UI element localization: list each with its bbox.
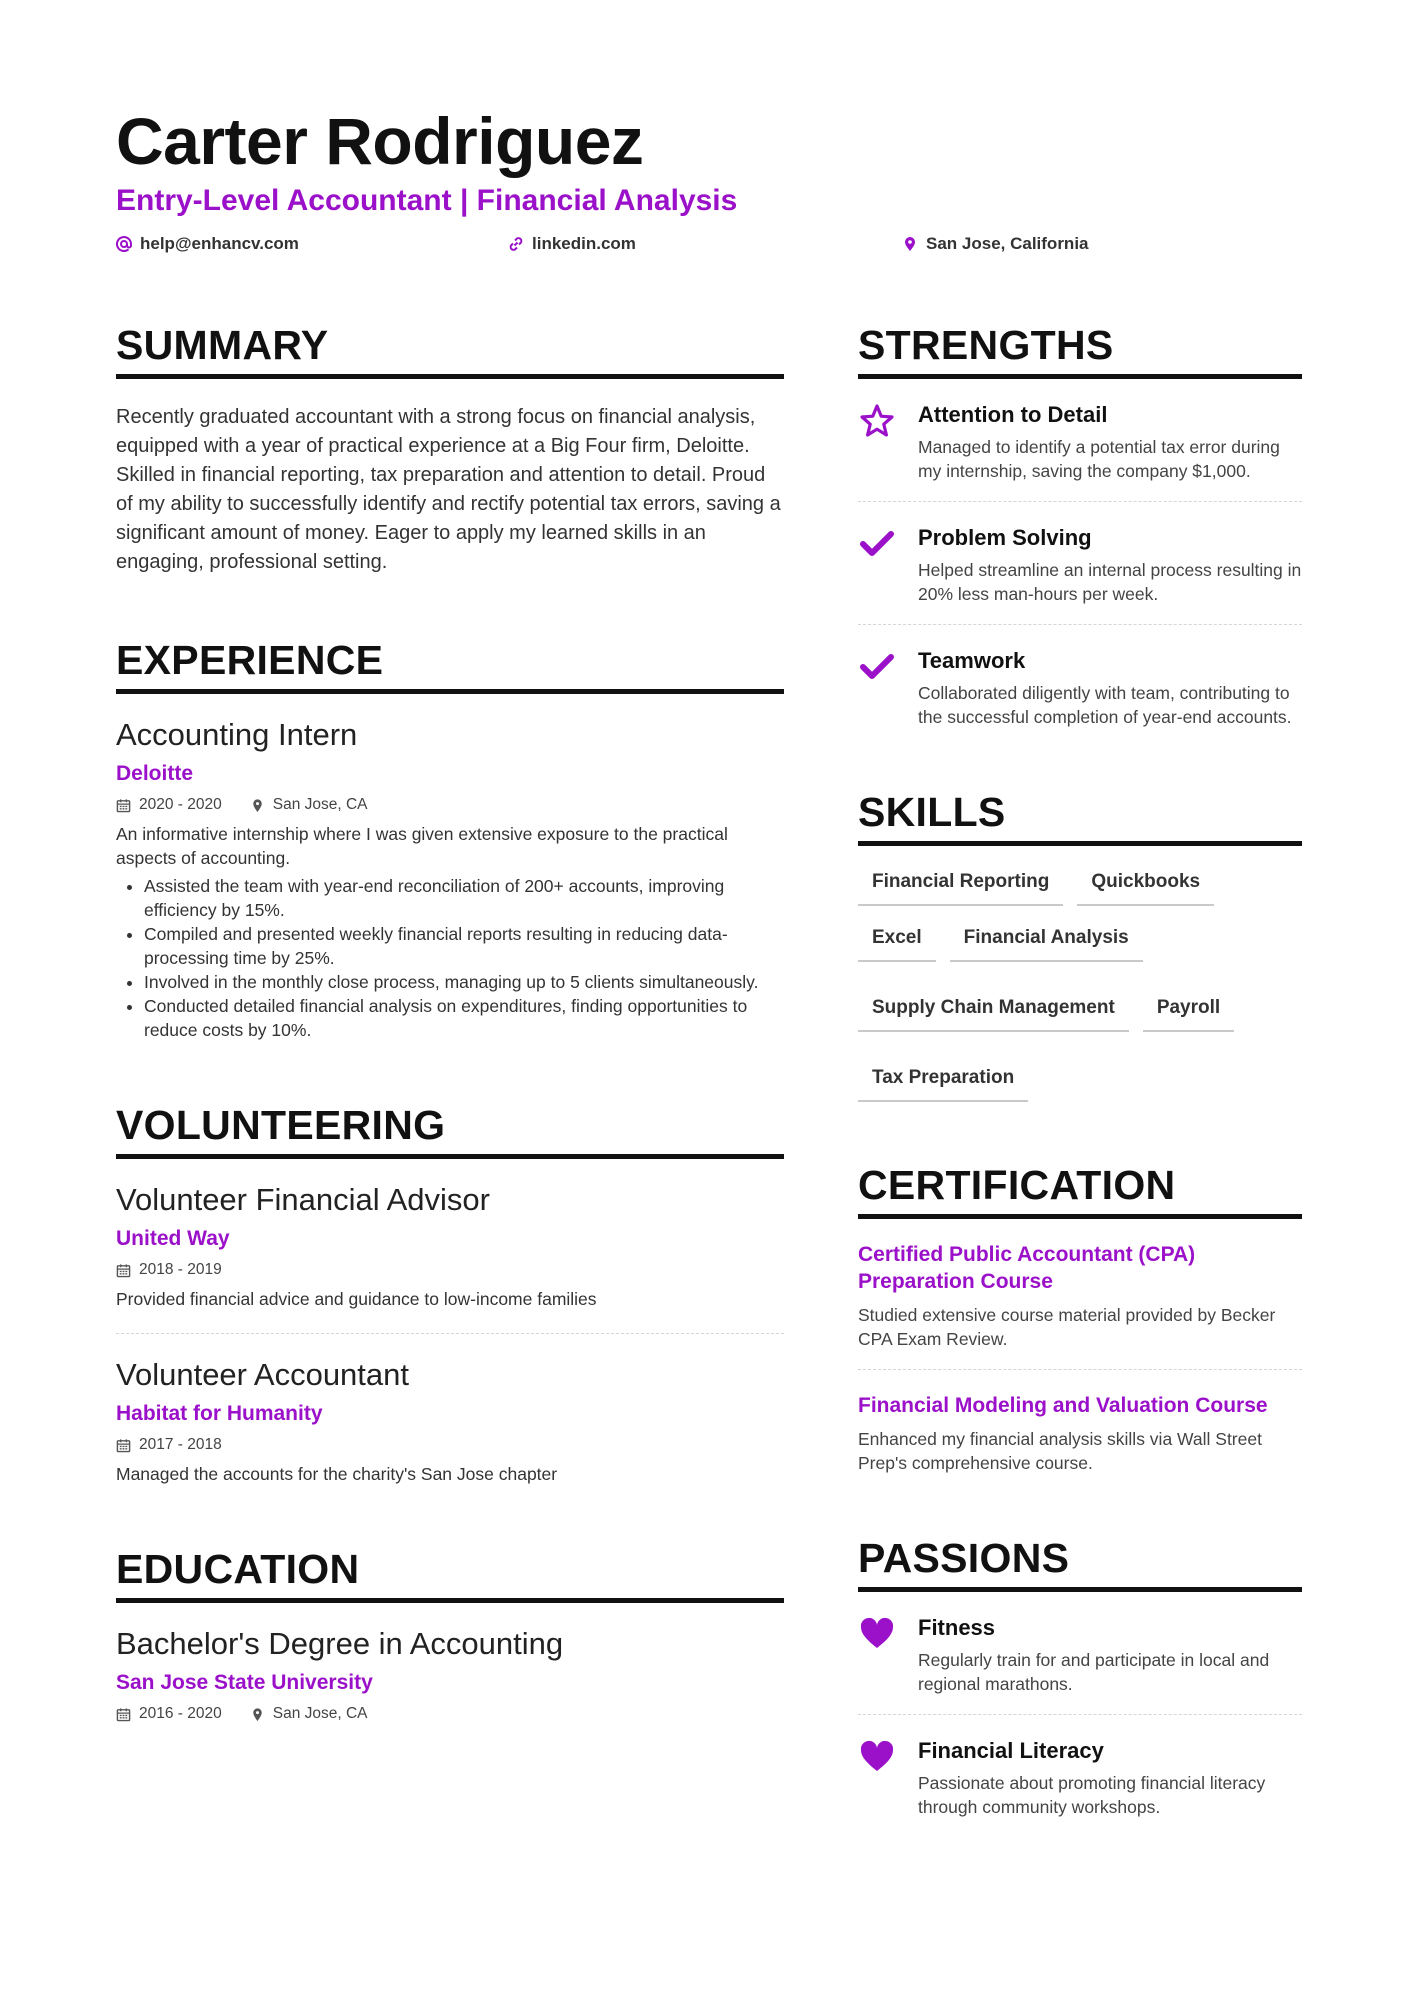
passion-description: Passionate about promoting financial literacy through community workshops. (918, 1773, 1266, 1817)
volunteering-role: Volunteer Accountant (116, 1357, 410, 1392)
calendar-icon (116, 798, 131, 813)
education-degree: Bachelor's Degree in Accounting (116, 1626, 564, 1661)
experience-section (116, 635, 784, 1042)
experience-bullet: • Compiled and presented weekly financial reports resulting in reducing data-processing time by 25%. (144, 922, 784, 970)
linkedin-text: linkedin.com (532, 234, 636, 253)
strength-item (858, 502, 1302, 606)
experience-bullet: • Conducted detailed financial analysis on expenditures, finding opportunities to reduce costs by 10%. (144, 994, 784, 1042)
volunteering-description: Provided financial advice and guidance to low-income families (116, 1289, 597, 1309)
heart-icon (859, 1616, 895, 1652)
map-pin-icon (250, 1707, 265, 1722)
experience-role: Accounting Intern (116, 717, 358, 752)
education-dates: 2016 - 2020 (139, 1705, 222, 1722)
star-icon (859, 403, 895, 439)
skill-tag: Tax Preparation (858, 1060, 1028, 1102)
passion-name: Financial Literacy (918, 1738, 1104, 1763)
education-section (116, 1544, 784, 1725)
right-column (858, 320, 1302, 1877)
certification-heading: CERTIFICATION (858, 1160, 1302, 1219)
experience-description: An informative internship where I was given extensive exposure to the practical aspects of accounting. (116, 824, 728, 868)
volunteering-section (116, 1100, 784, 1486)
at-icon (116, 236, 132, 252)
contact-bar (116, 234, 1296, 264)
calendar-icon (116, 1263, 131, 1278)
volunteering-item (116, 1356, 784, 1486)
strength-description: Managed to identify a potential tax error during my internship, saving the company $1,000. (918, 437, 1280, 481)
heart-icon (859, 1739, 895, 1775)
volunteering-org: United Way (116, 1227, 230, 1250)
experience-bullet: • Involved in the monthly close process, managing up to 5 clients simultaneously. (144, 970, 784, 994)
certification-section (858, 1160, 1302, 1475)
summary-heading: SUMMARY (116, 320, 784, 379)
map-pin-icon (250, 798, 265, 813)
strengths-heading: STRENGTHS (858, 320, 1302, 379)
volunteering-meta (116, 1434, 784, 1456)
education-item (116, 1625, 784, 1725)
certification-item (858, 1241, 1302, 1351)
volunteering-heading: VOLUNTEERING (116, 1100, 784, 1159)
education-meta (116, 1703, 784, 1725)
strength-description: Helped streamline an internal process resulting in 20% less man-hours per week. (918, 560, 1302, 604)
passion-item (858, 1592, 1302, 1696)
email-text: help@enhancv.com (140, 234, 299, 253)
contact-linkedin[interactable] (508, 234, 636, 254)
volunteering-dates: 2017 - 2018 (139, 1436, 222, 1453)
calendar-icon (116, 1707, 131, 1722)
strength-item (858, 625, 1302, 729)
strength-name: Problem Solving (918, 525, 1092, 550)
education-location: San Jose, CA (272, 1705, 368, 1722)
skills-section (858, 787, 1302, 1102)
strength-name: Teamwork (918, 648, 1026, 673)
experience-org: Deloitte (116, 762, 194, 785)
certification-description: Enhanced my financial analysis skills via Wall Street Prep's comprehensive course. (858, 1429, 1262, 1473)
volunteering-dates: 2018 - 2019 (139, 1261, 222, 1278)
volunteering-org: Habitat for Humanity (116, 1402, 323, 1425)
passions-heading: PASSIONS (858, 1533, 1302, 1592)
skill-tag: Payroll (1143, 990, 1234, 1032)
link-icon (508, 236, 524, 252)
skill-tag: Financial Analysis (950, 920, 1143, 962)
passion-item (858, 1715, 1302, 1819)
certification-name: Certified Public Accountant (CPA) Preparation Course (858, 1243, 1196, 1293)
skill-tag: Excel (858, 920, 936, 962)
contact-location (902, 234, 1089, 254)
contact-email[interactable] (116, 234, 299, 254)
certification-item (858, 1392, 1302, 1475)
left-column (116, 320, 784, 1783)
passions-section (858, 1533, 1302, 1819)
experience-bullets (116, 874, 784, 1042)
volunteering-item (116, 1181, 784, 1311)
location-text: San Jose, California (926, 234, 1089, 253)
passion-description: Regularly train for and participate in local and regional marathons. (918, 1650, 1270, 1694)
checkmark-icon (859, 649, 895, 685)
experience-item (116, 716, 784, 1042)
volunteering-meta (116, 1259, 784, 1281)
certification-description: Studied extensive course material provided by Becker CPA Exam Review. (858, 1305, 1276, 1349)
checkmark-icon (859, 526, 895, 562)
experience-location: San Jose, CA (272, 796, 368, 813)
passion-name: Fitness (918, 1615, 996, 1640)
strength-item (858, 379, 1302, 483)
map-pin-icon (902, 236, 918, 252)
volunteering-description: Managed the accounts for the charity's San Jose chapter (116, 1464, 558, 1484)
candidate-title: Entry-Level Accountant | Financial Analysis (116, 184, 738, 217)
strengths-section (858, 320, 1302, 729)
experience-bullet: • Assisted the team with year-end reconciliation of 200+ accounts, improving efficiency by 15%. (144, 874, 784, 922)
skill-tag: Quickbooks (1077, 864, 1214, 906)
calendar-icon (116, 1438, 131, 1453)
summary-section (116, 320, 784, 577)
skill-tag: Financial Reporting (858, 864, 1063, 906)
certification-name: Financial Modeling and Valuation Course (858, 1394, 1268, 1417)
strength-name: Attention to Detail (918, 402, 1108, 427)
strength-description: Collaborated diligently with team, contributing to the successful completion of year-end accounts. (918, 683, 1292, 727)
education-heading: EDUCATION (116, 1544, 784, 1603)
education-school: San Jose State University (116, 1671, 373, 1694)
divider (116, 1333, 784, 1334)
skill-tag: Supply Chain Management (858, 990, 1129, 1032)
experience-heading: EXPERIENCE (116, 635, 784, 694)
volunteering-role: Volunteer Financial Advisor (116, 1182, 490, 1217)
skills-heading: SKILLS (858, 787, 1302, 846)
divider (858, 1369, 1302, 1370)
summary-text: Recently graduated accountant with a strong focus on financial analysis, equipped with a year of practical experience at a Big Four firm, Deloitte. Skilled in financial reporting, tax preparation and attention to detail. Proud of my ability to successfully identify and rectify potential tax errors, saving a significant amount of money. Eager to apply my learned skills in an engaging, professional setting. (116, 406, 781, 573)
experience-dates: 2020 - 2020 (139, 796, 222, 813)
experience-meta (116, 794, 784, 816)
resume-header (116, 102, 1296, 264)
skills-list (858, 864, 1302, 1102)
candidate-name: Carter Rodriguez (116, 104, 644, 178)
